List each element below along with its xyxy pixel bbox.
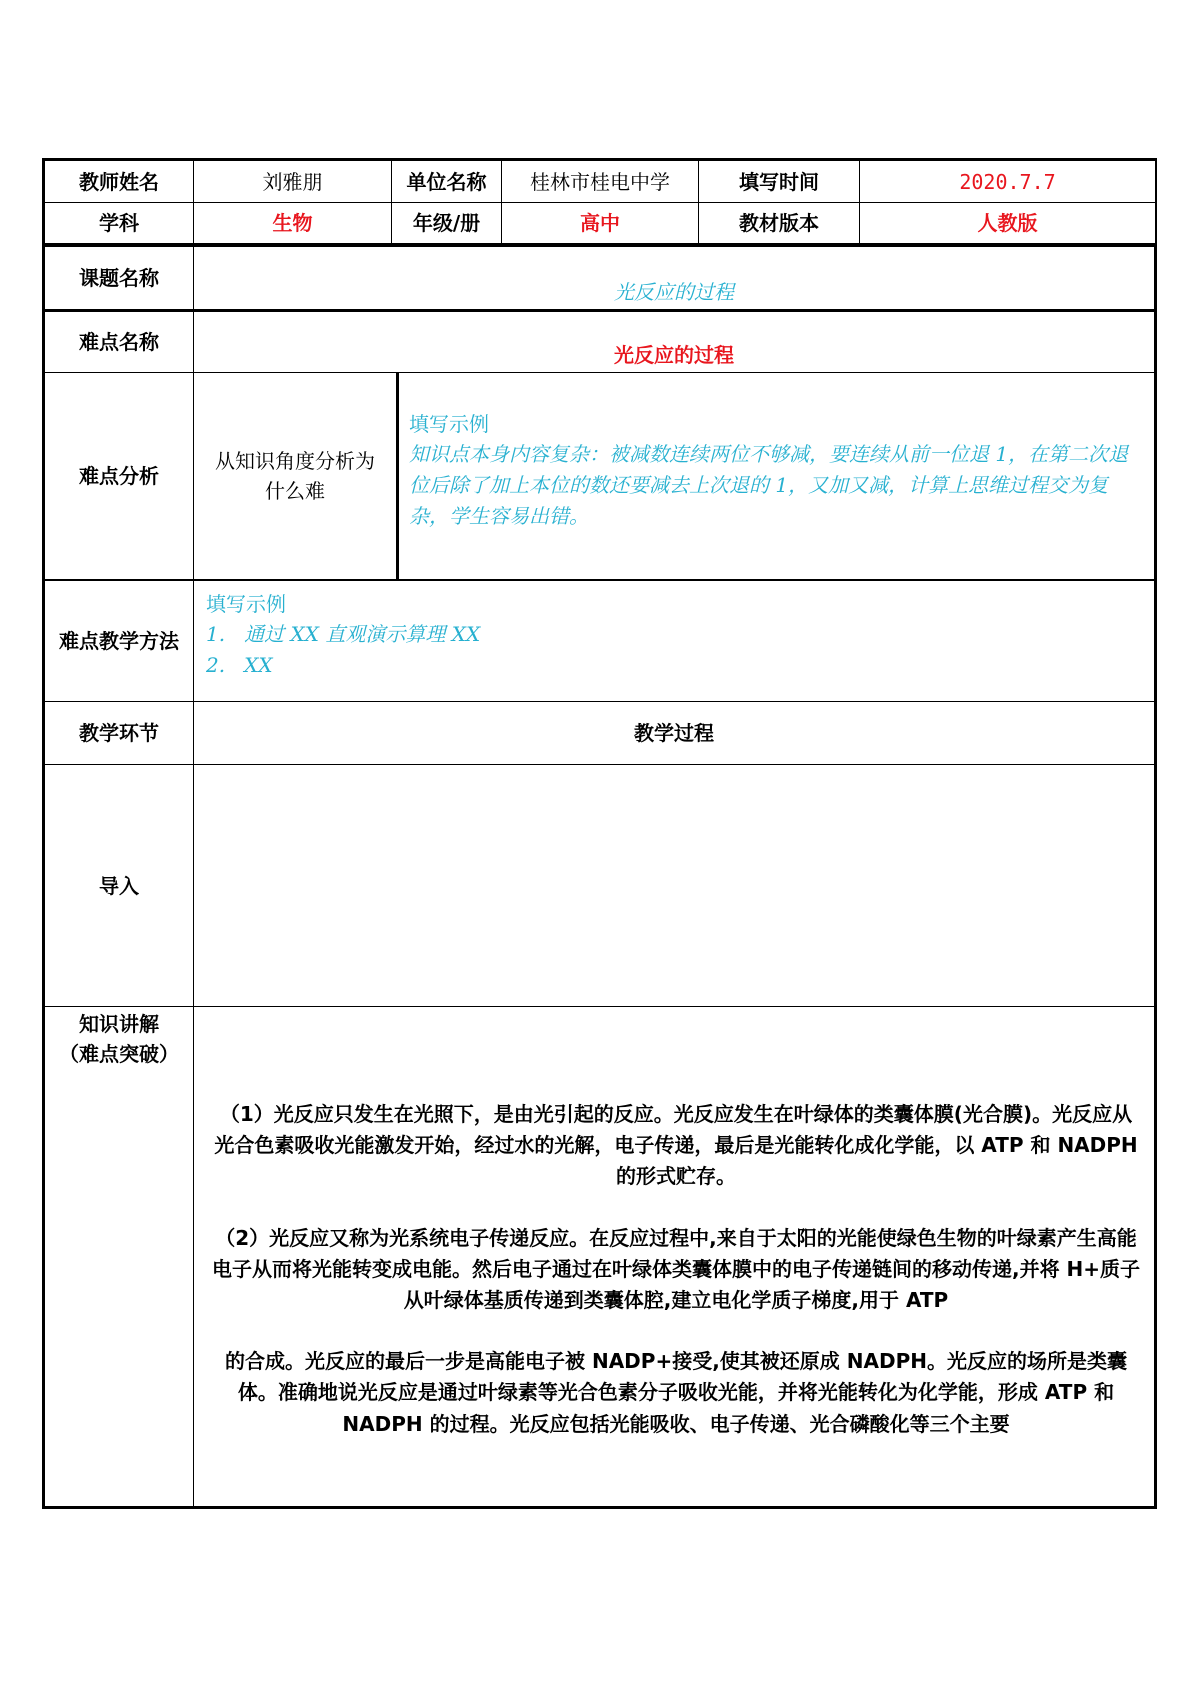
knowledge-sublabel: （难点突破） (59, 1042, 179, 1066)
analysis-example-title: 填写示例 (409, 412, 489, 436)
topic-label: 课题名称 (45, 247, 194, 311)
main-table (44, 246, 1155, 1507)
unit-name-value: 桂林市桂电中学 (502, 161, 699, 203)
process-header-value: 教学过程 (194, 702, 1155, 765)
grade-value: 高中 (502, 203, 699, 245)
difficulty-label: 难点名称 (45, 311, 194, 373)
header-table (44, 160, 1156, 246)
teacher-name-label: 教师姓名 (45, 161, 194, 203)
analysis-sublabel: 从知识角度分析为什么难 (194, 373, 398, 580)
knowledge-label: 知识讲解 (79, 1012, 159, 1036)
topic-value: 光反应的过程 (614, 280, 734, 304)
method-item-1: 1. 通过 XX 直观演示算理 XX (206, 621, 481, 646)
subject-label: 学科 (45, 203, 194, 245)
teacher-name-value: 刘雅朋 (194, 161, 392, 203)
subject-value: 生物 (194, 203, 392, 245)
analysis-label: 难点分析 (45, 373, 194, 580)
intro-content (194, 765, 1155, 1007)
method-example-title: 填写示例 (206, 591, 286, 616)
textbook-label: 教材版本 (699, 203, 860, 245)
process-header-label: 教学环节 (45, 702, 194, 765)
unit-name-label: 单位名称 (392, 161, 502, 203)
method-label: 难点教学方法 (45, 580, 194, 702)
difficulty-value: 光反应的过程 (614, 343, 734, 367)
fill-date-label: 填写时间 (699, 161, 860, 203)
knowledge-para-1: （1）光反应只发生在光照下，是由光引起的反应。光反应发生在叶绿体的类囊体膜(光合膜)。光反应从光合色素吸收光能激发开始，经过水的光解，电子传递，最后是光能转化成化学能，以 ATP 和 NADPH 的形式贮存。 (214, 1102, 1138, 1189)
textbook-value: 人教版 (860, 203, 1156, 245)
method-item-2: 2. XX (206, 652, 273, 677)
intro-label: 导入 (45, 765, 194, 1007)
lesson-plan-table (42, 158, 1157, 1509)
knowledge-para-2: （2）光反应又称为光系统电子传递反应。在反应过程中,来自于太阳的光能使绿色生物的叶绿素产生高能电子从而将光能转变成电能。然后电子通过在叶绿体类囊体膜中的电子传递链间的移动传递,并将 H+质子从叶绿体基质传递到类囊体腔,建立电化学质子梯度,用于 ATP (211, 1225, 1141, 1312)
grade-label: 年级/册 (392, 203, 502, 245)
knowledge-para-3: 的合成。光反应的最后一步是高能电子被 NADP+接受,使其被还原成 NADPH。光反应的场所是类囊体。准确地说光反应是通过叶绿素等光合色素分子吸收光能，并将光能转化为化学能，形成 ATP 和 NADPH 的过程。光反应包括光能吸收、电子传递、光合磷酸化等三个主要 (225, 1349, 1127, 1436)
analysis-example-text: 知识点本身内容复杂：被减数连续两位不够减，要连续从前一位退 1，在第二次退位后除了加上本位的数还要减去上次退的 1，又加又减，计算上思维过程交为复杂，学生容易出错。 (409, 442, 1129, 529)
fill-date-value: 2020.7.7 (860, 161, 1156, 203)
